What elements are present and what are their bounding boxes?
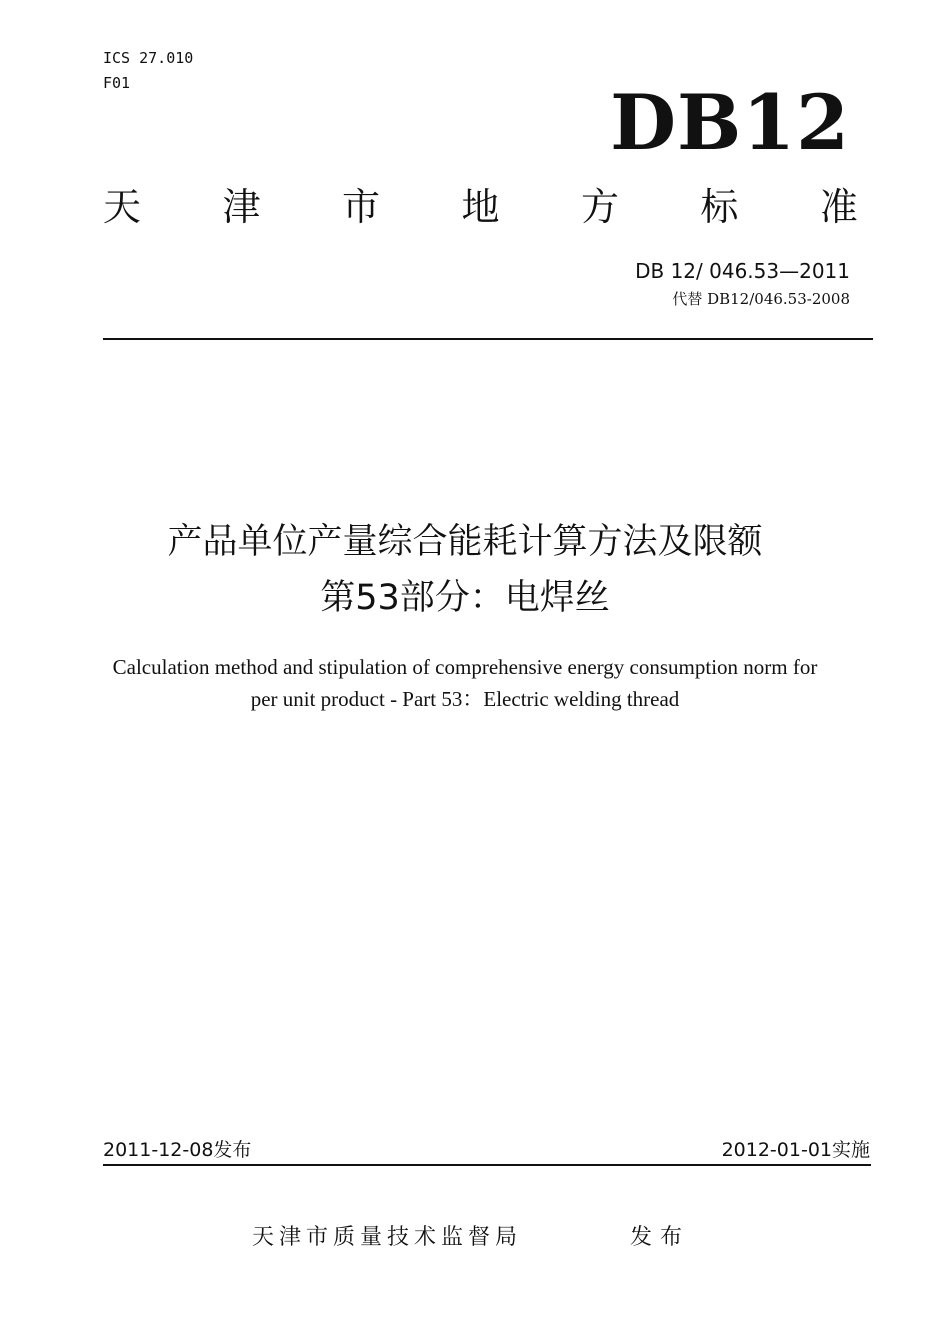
- ccs-code: F01: [103, 74, 131, 92]
- standard-authority-title: [103, 182, 858, 232]
- ics-code: ICS 27.010: [103, 49, 194, 67]
- issue-date: 2011-12-08发布: [103, 1139, 252, 1161]
- bottom-divider: [103, 1164, 871, 1166]
- authority-char: 地: [461, 185, 500, 229]
- authority-char: 津: [222, 185, 261, 229]
- title-english-line-2: per unit product - Part 53：Electric welding thread: [250, 687, 680, 711]
- title-chinese-line-2: 第53部分：电焊丝: [320, 578, 610, 618]
- title-english-line-1: Calculation method and stipulation of comprehensive energy consumption norm for: [112, 655, 818, 679]
- authority-char: 市: [341, 185, 380, 229]
- db-code-logo: DB12: [610, 78, 850, 167]
- top-divider: [103, 338, 873, 340]
- issuing-authority: 天津市质量技术监督局: [252, 1225, 523, 1250]
- implementation-date: 2012-01-01实施: [721, 1139, 870, 1161]
- authority-char: 天: [103, 185, 142, 229]
- authority-char: 准: [819, 185, 858, 229]
- standard-number: DB 12/ 046.53—2011: [635, 259, 850, 283]
- title-chinese-line-1: 产品单位产量综合能耗计算方法及限额: [167, 522, 763, 562]
- issue-label: 发布: [630, 1225, 691, 1250]
- replaces-standard: 代替 DB12/046.53-2008: [672, 290, 850, 308]
- authority-char: 方: [580, 185, 619, 229]
- authority-char: 标: [700, 185, 739, 229]
